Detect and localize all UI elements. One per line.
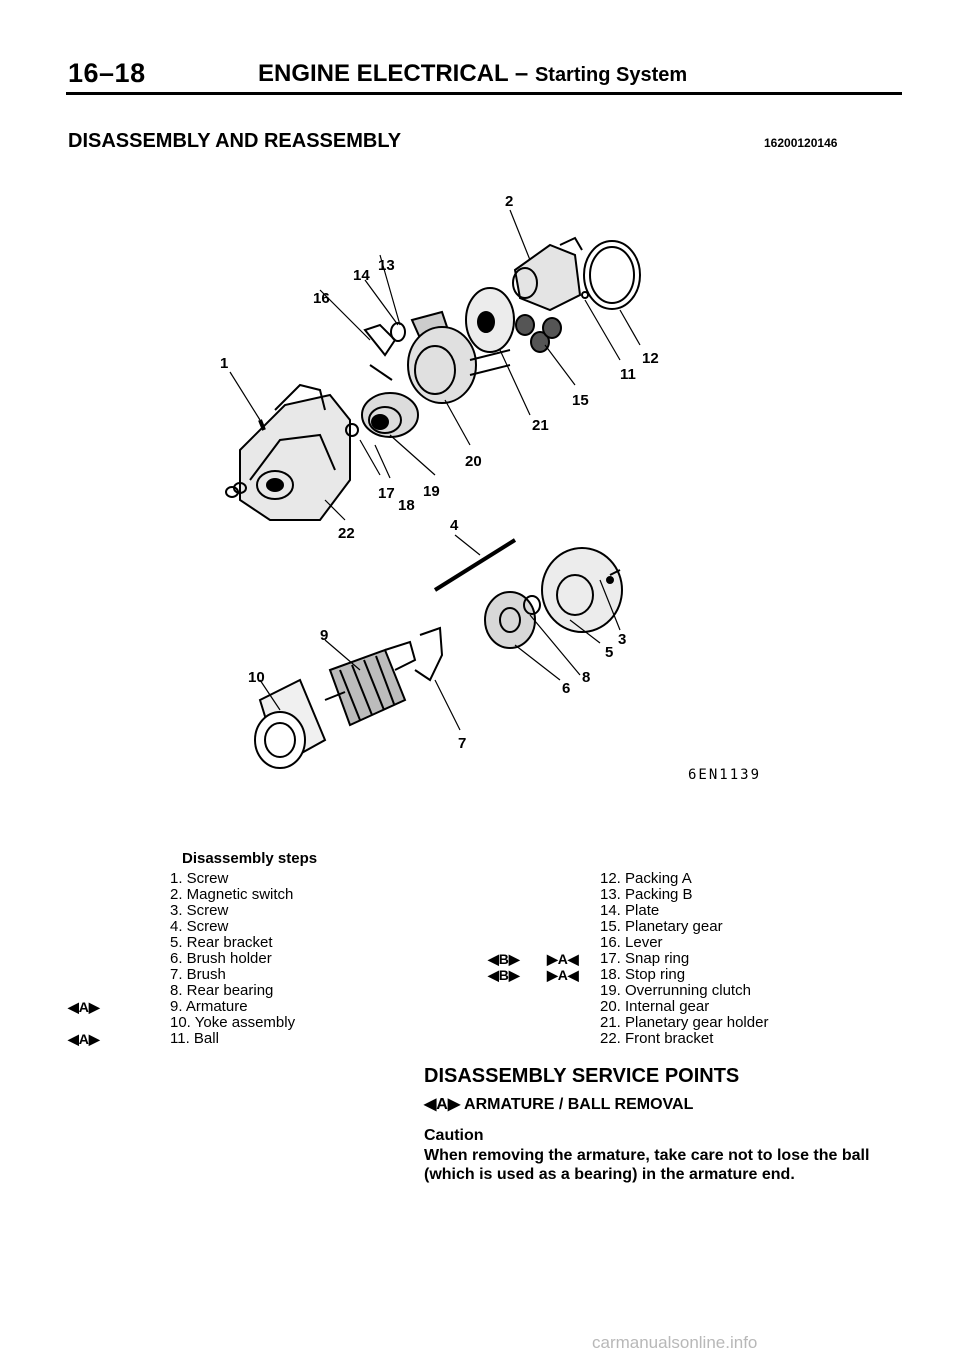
brush-holder-part <box>485 592 540 648</box>
step-item <box>170 951 295 967</box>
step-item <box>600 871 768 887</box>
magnetic-switch-part <box>513 238 582 310</box>
step-label: 15. Planetary gear <box>600 918 723 935</box>
service-mark-reassembly-a: ▶A◀ <box>547 967 579 983</box>
step-item <box>600 935 768 951</box>
service-points-title: DISASSEMBLY SERVICE POINTS <box>424 1065 740 1087</box>
service-mark-b: ◀B▶ <box>488 951 520 967</box>
step-label: 1. Screw <box>170 870 229 887</box>
step-item <box>170 983 295 999</box>
step-label: 13. Packing B <box>600 886 693 903</box>
callout-label: 11 <box>620 366 636 383</box>
service-mark-a: ◀A▶ <box>68 999 100 1015</box>
caution-label: Caution <box>424 1127 484 1144</box>
step-item <box>170 919 295 935</box>
step-item <box>170 935 295 951</box>
step-item <box>488 966 768 983</box>
step-label: 19. Overrunning clutch <box>600 982 751 999</box>
step-item <box>68 1030 295 1047</box>
callout-label: 15 <box>572 392 589 409</box>
steps-list-right <box>488 870 769 1047</box>
step-label: 8. Rear bearing <box>170 982 274 999</box>
callout-label: 5 <box>605 644 614 661</box>
callout-label: 4 <box>450 517 459 534</box>
step-label: 5. Rear bracket <box>170 934 273 951</box>
callout-label: 13 <box>378 257 395 274</box>
callout-label: 8 <box>582 669 591 686</box>
steps-list-left <box>68 870 296 1047</box>
brush-part <box>415 628 442 680</box>
yoke-assembly-part <box>255 680 325 768</box>
step-item <box>488 950 768 967</box>
service-point-heading <box>424 1094 693 1114</box>
callout-label: 3 <box>618 631 627 648</box>
step-label: 22. Front bracket <box>600 1030 714 1047</box>
callout-label: 1 <box>220 355 229 372</box>
step-label: 12. Packing A <box>600 870 692 887</box>
step-item <box>68 998 295 1015</box>
callout-label: 21 <box>532 417 549 434</box>
callout-label: 16 <box>313 290 330 307</box>
step-label: 3. Screw <box>170 902 229 919</box>
document-id: 16200120146 <box>764 136 838 150</box>
header-rule <box>66 92 902 95</box>
armature-part <box>325 642 415 725</box>
callout-label: 9 <box>320 627 329 644</box>
step-item <box>170 871 295 887</box>
callout-label: 12 <box>642 350 659 367</box>
step-item <box>600 903 768 919</box>
service-mark-reassembly-a: ▶A◀ <box>547 951 579 967</box>
step-item <box>170 967 295 983</box>
step-label: 9. Armature <box>170 998 248 1015</box>
steps-title: Disassembly steps <box>182 850 318 867</box>
step-item <box>600 983 768 999</box>
callout-label: 19 <box>423 483 440 500</box>
step-item <box>600 1031 768 1047</box>
step-item <box>600 1015 768 1031</box>
overrunning-clutch-part <box>346 393 418 437</box>
step-item <box>600 919 768 935</box>
callout-label: 18 <box>398 497 415 514</box>
step-label: 6. Brush holder <box>170 950 272 967</box>
page-header-title <box>258 60 687 88</box>
step-item <box>170 903 295 919</box>
step-label: 18. Stop ring <box>600 966 686 983</box>
service-mark-b: ◀B▶ <box>488 967 520 983</box>
step-label: 16. Lever <box>600 934 663 951</box>
step-label: 20. Internal gear <box>600 998 710 1015</box>
large-ring-part <box>584 241 640 309</box>
callout-label: 6 <box>562 680 571 697</box>
service-mark-a: ◀A▶ <box>424 1096 461 1113</box>
step-label: 17. Snap ring <box>600 950 690 967</box>
page-number: 16–18 <box>68 58 146 88</box>
callout-label: 7 <box>458 735 467 752</box>
front-bracket-part <box>226 385 350 520</box>
service-mark-a: ◀A▶ <box>68 1031 100 1047</box>
callout-label: 2 <box>505 193 514 210</box>
rear-bracket-part <box>542 548 622 632</box>
step-label: 7. Brush <box>170 966 226 983</box>
step-item <box>600 887 768 903</box>
callout-label: 22 <box>338 525 355 542</box>
service-point-subtitle: ARMATURE / BALL REMOVAL <box>464 1096 694 1113</box>
header-subtitle: Starting System <box>534 64 688 86</box>
step-item <box>170 1015 295 1031</box>
planetary-gears-part <box>516 315 561 352</box>
step-label: 4. Screw <box>170 918 229 935</box>
step-item <box>600 999 768 1015</box>
step-item <box>170 887 295 903</box>
callout-label: 14 <box>353 267 370 284</box>
packing-b-part <box>391 323 405 341</box>
step-label: 2. Magnetic switch <box>170 886 294 903</box>
section-title: DISASSEMBLY AND REASSEMBLY <box>68 130 402 152</box>
through-bolt-part <box>435 540 515 590</box>
planetary-gear-holder-part <box>466 288 514 352</box>
step-label: 10. Yoke assembly <box>170 1014 296 1031</box>
header-title: ENGINE ELECTRICAL – <box>258 60 529 87</box>
callout-label: 17 <box>378 485 395 502</box>
figure-code: 6EN1139 <box>688 767 762 783</box>
step-label: 14. Plate <box>600 902 660 919</box>
callout-label: 20 <box>465 453 482 470</box>
caution-text: When removing the armature, take care not to lose the ball (which is used as a bearing) in the armature end. <box>424 1147 870 1183</box>
exploded-view-diagram <box>180 180 740 780</box>
step-label: 11. Ball <box>170 1030 219 1047</box>
step-label: 21. Planetary gear holder <box>600 1014 769 1031</box>
callout-label: 10 <box>248 669 265 686</box>
footer-watermark: carmanualsonline.info <box>592 1333 758 1352</box>
